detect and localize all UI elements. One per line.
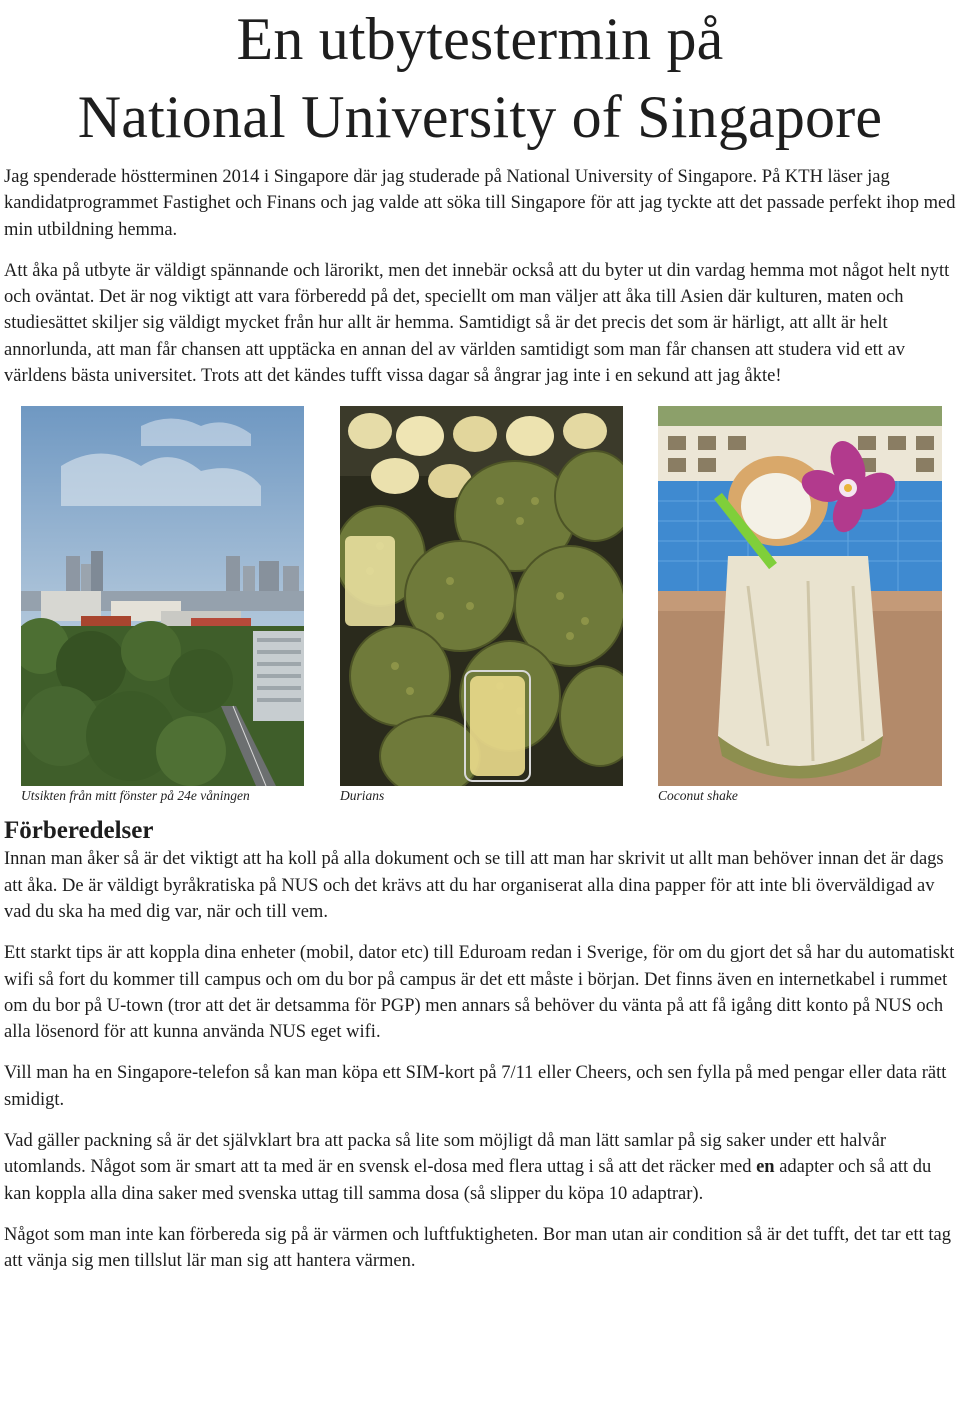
- page-title: [0, 0, 960, 156]
- section-paragraph-3: Vill man ha en Singapore-telefon så kan man köpa ett SIM-kort på 7/11 eller Cheers, och sen fylla på med pengar eller data rätt smidigt.: [4, 1063, 947, 1110]
- section-paragraph-2: Ett starkt tips är att koppla dina enheter (mobil, dator etc) till Eduroam redan i Sverige, för om du gjort det så har du automatiskt wifi så fort du kommer till campus och om du bor på campus är det ett måste i början. Det finns även en internetkabel i rummet om du bor på U-town (tror att det är detsamma för PGP) men annars så behöver du vänta på att få igång ditt konto på NUS och alla lösenord för att kunna använda NUS eget wifi.: [4, 943, 955, 1043]
- intro-paragraph-1: Jag spenderade höstterminen 2014 i Singapore där jag studerade på National University of Singapore. På KTH läser jag kandidatprogrammet Fastighet och Finans och jag valde att söka till Singapore för att jag tyckte att det passade perfekt ihop med min utbildning hemma.: [4, 167, 956, 240]
- intro-section: [0, 164, 960, 389]
- section-heading: Förberedelser: [4, 817, 154, 845]
- title-line-1: En utbytestermin på: [236, 6, 724, 72]
- city-view-image: [21, 406, 304, 786]
- coconut-image: [658, 406, 942, 786]
- caption-durians: Durians: [340, 788, 385, 804]
- durians-image: [340, 406, 623, 786]
- title-line-2: National University of Singapore: [77, 84, 883, 150]
- section-paragraph-5: Något som man inte kan förbereda sig på är värmen och luftfuktigheten. Bor man utan air condition så är det tufft, det tar ett tag att vänja sig men tillslut lär man sig att hantera värmen.: [4, 1224, 951, 1272]
- section-paragraph-1: Innan man åker så är det viktigt att ha koll på alla dokument och se till att man har skrivit ut allt man behöver innan det är dags att åka. De är väldigt byråkratiska på NUS och det krävs att du har organiserat alla dina papper för att inte bli överväldigad av vad du ska ha med dig var, när och till vem.: [4, 849, 944, 922]
- p4-bold-word: en: [756, 1157, 775, 1178]
- preparations-section: [0, 846, 960, 1274]
- photo-row: [0, 406, 960, 816]
- photo-durians: [340, 406, 623, 786]
- p4-text-after: adapter och så att du kan koppla alla dina saker med svenska uttag till samma dosa (så slipper du köpa 10 adaptrar).: [4, 1157, 932, 1204]
- caption-coconut: Coconut shake: [658, 788, 738, 804]
- caption-city-view: Utsikten från mitt fönster på 24e våningen: [21, 788, 250, 804]
- photo-city-view: [21, 406, 304, 786]
- p4-text-before: Vad gäller packning så är det självklart bra att packa så lite som möjligt då man lätt samlar på sig saker under ett halvår utomlands. Något som är smart att ta med är en svensk el-dosa med flera uttag i så att det räcker med: [4, 1131, 887, 1178]
- photo-coconut: [658, 406, 942, 786]
- intro-paragraph-2: Att åka på utbyte är väldigt spännande och lärorikt, men det innebär också att du byter ut din vardag hemma mot något helt nytt och oväntat. Det är nog viktigt att vara förberedd på det, speciellt om man väljer att åka till Asien där kulturen, maten och studiesättet skiljer sig väldigt mycket från hur allt är hemma. Samtidigt så är det precis det som är härligt, att allt är helt annorlunda, att man får chansen att upptäcka en annan del av världen samtidigt som man får chansen att studera vid ett av världens bästa universitet. Trots att det kändes tufft vissa dagar så ångrar jag inte i en sekund att jag åkte!: [4, 260, 950, 387]
- section-paragraph-4: [4, 1128, 956, 1207]
